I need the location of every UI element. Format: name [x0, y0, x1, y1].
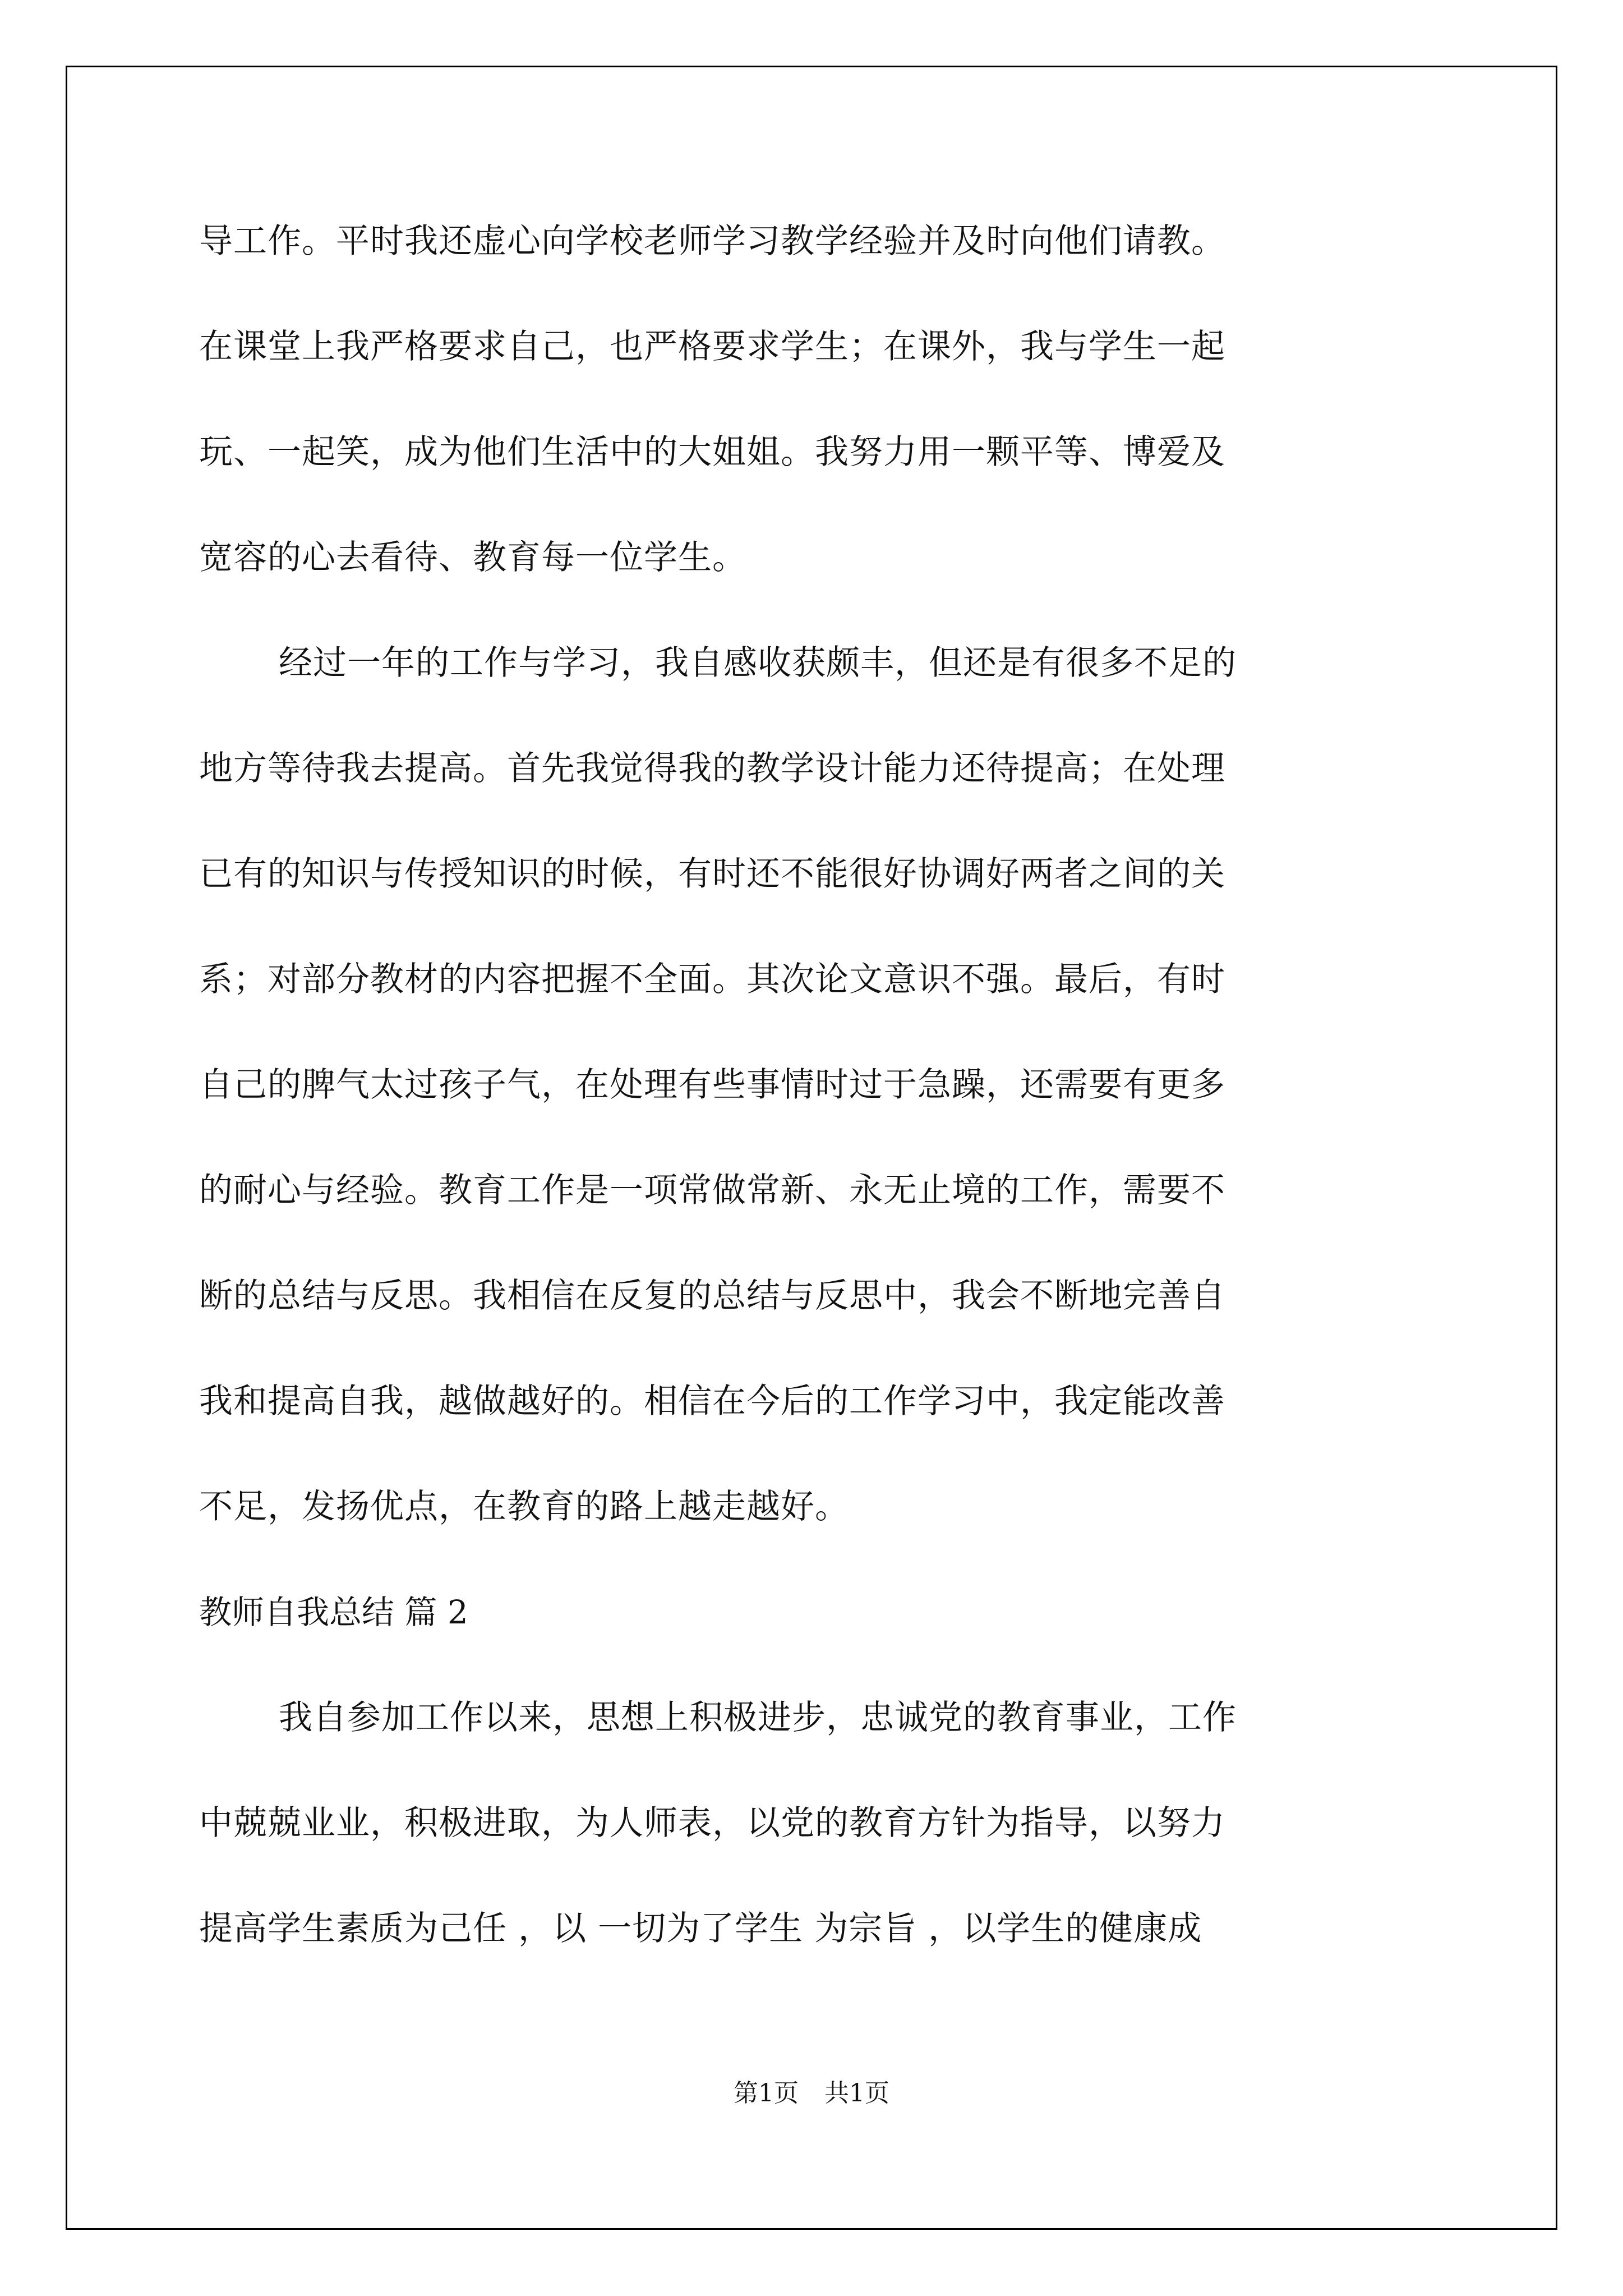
- page-number: 第1页: [734, 2079, 799, 2108]
- text-line: 的耐心与经验。教育工作是一项常做常新、永无止境的工作，需要不: [199, 1171, 1225, 1210]
- text-line: 地方等待我去提高。首先我觉得我的教学设计能力还待提高；在处理: [199, 749, 1225, 788]
- text-line: 玩、一起笑，成为他们生活中的大姐姐。我努力用一颗平等、博爱及: [199, 432, 1225, 472]
- page-total: 共1页: [824, 2079, 889, 2108]
- page-footer: [0, 2073, 1623, 2109]
- text-line: 提高学生素质为己任 ，以 一切为了学生 为宗旨 ，以学生的健康成: [199, 1909, 1202, 1948]
- paragraph-1: [199, 208, 1419, 629]
- text-line: 在课堂上我严格要求自己，也严格要求学生；在课外，我与学生一起: [199, 327, 1225, 366]
- text-line: 经过一年的工作与学习，我自感收获颇丰，但还是有很多不足的: [279, 643, 1237, 683]
- paragraph-2: [199, 629, 1419, 1579]
- paragraph-3: [199, 1684, 1419, 2000]
- text-line: 我自参加工作以来，思想上积极进步，忠诚党的教育事业，工作: [279, 1698, 1237, 1737]
- text-line: 我和提高自我，越做越好的。相信在今后的工作学习中，我定能改善: [199, 1382, 1225, 1421]
- text-line: 断的总结与反思。我相信在反复的总结与反思中，我会不断地完善自: [199, 1276, 1225, 1315]
- text-line: 宽容的心去看待、教育每一位学生。: [199, 538, 746, 577]
- text-line: 导工作。平时我还虚心向学校老师学习教学经验并及时向他们请教。: [199, 222, 1225, 261]
- text-line: 中兢兢业业，积极进取，为人师表，以党的教育方针为指导，以努力: [199, 1803, 1225, 1843]
- section-heading: 教师自我总结 篇 2: [199, 1593, 468, 1631]
- text-line: 已有的知识与传授知识的时候，有时还不能很好协调好两者之间的关: [199, 854, 1225, 894]
- text-line: 不足，发扬优点，在教育的路上越走越好。: [199, 1487, 849, 1526]
- document-body: [199, 208, 1419, 2000]
- text-line: 系；对部分教材的内容把握不全面。其次论文意识不强。最后，有时: [199, 960, 1225, 999]
- text-line: 自己的脾气太过孩子气，在处理有些事情时过于急躁，还需要有更多: [199, 1065, 1225, 1105]
